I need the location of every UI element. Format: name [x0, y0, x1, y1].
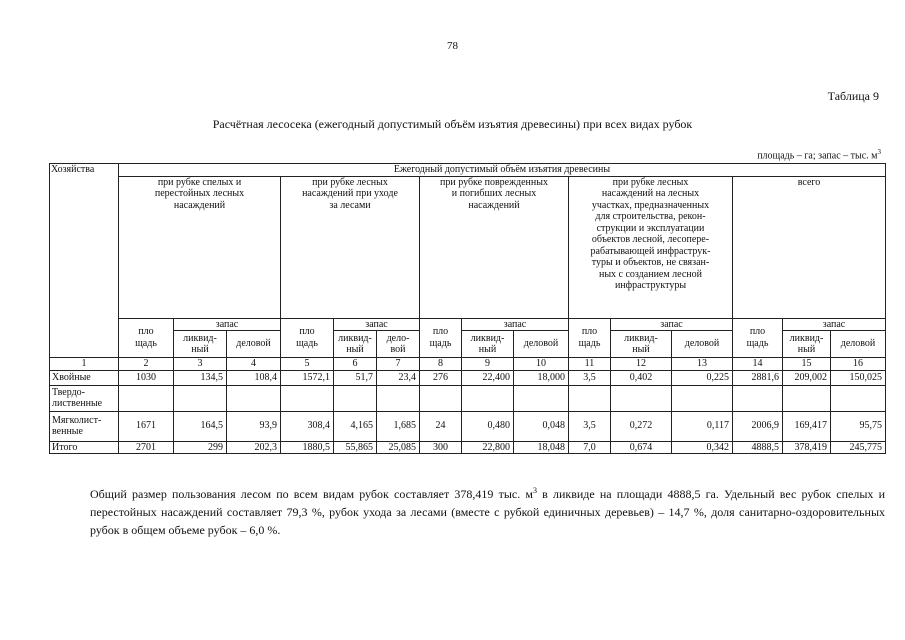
column-number-13: 13: [672, 358, 733, 371]
header-row-stock: [50, 318, 886, 331]
table-cell: 1030: [119, 370, 174, 385]
summary-part2: в ликвиде на площади 4888,5 га. Удельный вес рубок спелых и перестойных насаждений составляет 79,3 %, рубок ухода за лесами (вместе с рубкой единичных деревьев) – 14,7 %, доля санитарно-оздоровительных рубок в общем объеме рубок – 6,0 %.: [90, 487, 885, 537]
stock-header-2: запас: [334, 318, 420, 331]
column-number-16: 16: [831, 358, 886, 371]
table-cell: [227, 385, 281, 411]
summary-sup: 3: [532, 486, 537, 495]
table-cell: 51,7: [334, 370, 377, 385]
commercial-header-4: деловой: [672, 331, 733, 358]
table-cell: 276: [420, 370, 462, 385]
table-label: Таблица 9: [827, 89, 879, 103]
table-cell: 22,400: [462, 370, 514, 385]
table-cell: 0,402: [611, 370, 672, 385]
table-row: [50, 441, 886, 454]
commercial-header-5: деловой: [831, 331, 886, 358]
column-number-15: 15: [783, 358, 831, 371]
column-number-4: 4: [227, 358, 281, 371]
area-header-2: пло щадь: [281, 318, 334, 358]
liquid-header-4: ликвид- ный: [611, 331, 672, 358]
table-row: [50, 411, 886, 441]
table-cell: 3,5: [569, 370, 611, 385]
table-row: [50, 385, 886, 411]
table-cell: 4888,5: [733, 441, 783, 454]
col-main-header: Ежегодный допустимый объём изъятия древесины: [119, 164, 886, 177]
stock-header-3: запас: [462, 318, 569, 331]
table-cell: [462, 385, 514, 411]
commercial-header-2: дело- вой: [377, 331, 420, 358]
area-header-4: пло щадь: [569, 318, 611, 358]
stock-header-4: запас: [611, 318, 733, 331]
table-cell: 7,0: [569, 441, 611, 454]
liquid-header-5: ликвид- ный: [783, 331, 831, 358]
column-number-1: 1: [50, 358, 119, 371]
table-cell: 55,865: [334, 441, 377, 454]
table-cell: [514, 385, 569, 411]
table-cell: 169,417: [783, 411, 831, 441]
table-cell: [733, 385, 783, 411]
area-header-1: пло щадь: [119, 318, 174, 358]
table-cell: 209,002: [783, 370, 831, 385]
table-cell: 0,048: [514, 411, 569, 441]
table-cell: 0,674: [611, 441, 672, 454]
table-cell: 202,3: [227, 441, 281, 454]
table-cell: [174, 385, 227, 411]
table-cell: [611, 385, 672, 411]
column-number-5: 5: [281, 358, 334, 371]
group-header-5: всего: [733, 176, 886, 318]
table-cell: 134,5: [174, 370, 227, 385]
lesoseka-table: [49, 163, 886, 454]
table-cell: 245,775: [831, 441, 886, 454]
column-number-12: 12: [611, 358, 672, 371]
table-cell: 24: [420, 411, 462, 441]
table-cell: [119, 385, 174, 411]
header-row-1: [50, 164, 886, 177]
col-farms-header: Хозяйства: [50, 164, 119, 358]
table-cell: 299: [174, 441, 227, 454]
liquid-header-3: ликвид- ный: [462, 331, 514, 358]
table-cell: 18,048: [514, 441, 569, 454]
table-cell: 150,025: [831, 370, 886, 385]
table-cell: 22,800: [462, 441, 514, 454]
page-number: 78: [447, 40, 458, 52]
table-cell: [281, 385, 334, 411]
table-row: [50, 370, 886, 385]
liquid-header-1: ликвид- ный: [174, 331, 227, 358]
table-cell: 23,4: [377, 370, 420, 385]
table-cell: [672, 385, 733, 411]
table-cell: [377, 385, 420, 411]
header-row-groups: [50, 176, 886, 318]
summary-paragraph: [90, 482, 885, 539]
table-cell: 3,5: [569, 411, 611, 441]
table-cell: 1671: [119, 411, 174, 441]
table-cell: [569, 385, 611, 411]
column-number-9: 9: [462, 358, 514, 371]
liquid-header-2: ликвид- ный: [334, 331, 377, 358]
group-header-1: при рубке спелых и перестойных лесных насаждений: [119, 176, 281, 318]
table-cell: [783, 385, 831, 411]
table-cell: 164,5: [174, 411, 227, 441]
table-cell: 0,272: [611, 411, 672, 441]
units-text: площадь – га; запас – тыс. м: [757, 150, 878, 162]
table-cell: 95,75: [831, 411, 886, 441]
table-cell: 93,9: [227, 411, 281, 441]
units-note: [757, 148, 881, 161]
column-number-14: 14: [733, 358, 783, 371]
table-cell: 108,4: [227, 370, 281, 385]
table-cell: 0,117: [672, 411, 733, 441]
column-number-11: 11: [569, 358, 611, 371]
stock-header-1: запас: [174, 318, 281, 331]
summary-part1: Общий размер пользования лесом по всем видам рубок составляет 378,419 тыс. м: [90, 487, 533, 501]
table-cell: 4,165: [334, 411, 377, 441]
table-cell: 25,085: [377, 441, 420, 454]
table-cell: 378,419: [783, 441, 831, 454]
table-cell: 2881,6: [733, 370, 783, 385]
units-sup: 3: [877, 148, 881, 156]
table-cell: [831, 385, 886, 411]
column-number-10: 10: [514, 358, 569, 371]
group-header-2: при рубке лесных насаждений при уходе за лесами: [281, 176, 420, 318]
table-cell: 1880,5: [281, 441, 334, 454]
column-number-row: [50, 358, 886, 371]
column-number-7: 7: [377, 358, 420, 371]
column-number-3: 3: [174, 358, 227, 371]
table-cell: [334, 385, 377, 411]
area-header-3: пло щадь: [420, 318, 462, 358]
table-title: Расчётная лесосека (ежегодный допустимый объём изъятия древесины) при всех видах рубок: [212, 117, 693, 131]
table-cell: 1,685: [377, 411, 420, 441]
row-label: Твердо- лиственные: [50, 385, 119, 411]
row-label: Итого: [50, 441, 119, 454]
row-label: Мягколист- венные: [50, 411, 119, 441]
commercial-header-3: деловой: [514, 331, 569, 358]
area-header-5: пло щадь: [733, 318, 783, 358]
group-header-3: при рубке поврежденных и погибших лесных насаждений: [420, 176, 569, 318]
column-number-2: 2: [119, 358, 174, 371]
table-cell: 308,4: [281, 411, 334, 441]
commercial-header-1: деловой: [227, 331, 281, 358]
table-cell: 300: [420, 441, 462, 454]
column-number-6: 6: [334, 358, 377, 371]
group-header-4: при рубке лесных насаждений на лесных участках, предназначенных для строительства, рекон- струкции и эксплуатации объектов лесной, лесопере- рабатывающей инфраструк- туры и объектов, не связан- ных с созданием лесной инфраструктуры: [569, 176, 733, 318]
stock-header-5: запас: [783, 318, 886, 331]
table-cell: 2701: [119, 441, 174, 454]
column-number-8: 8: [420, 358, 462, 371]
row-label: Хвойные: [50, 370, 119, 385]
table-cell: 0,480: [462, 411, 514, 441]
table-cell: 0,225: [672, 370, 733, 385]
table-cell: [420, 385, 462, 411]
table-cell: 0,342: [672, 441, 733, 454]
table-cell: 2006,9: [733, 411, 783, 441]
table-cell: 18,000: [514, 370, 569, 385]
table-cell: 1572,1: [281, 370, 334, 385]
